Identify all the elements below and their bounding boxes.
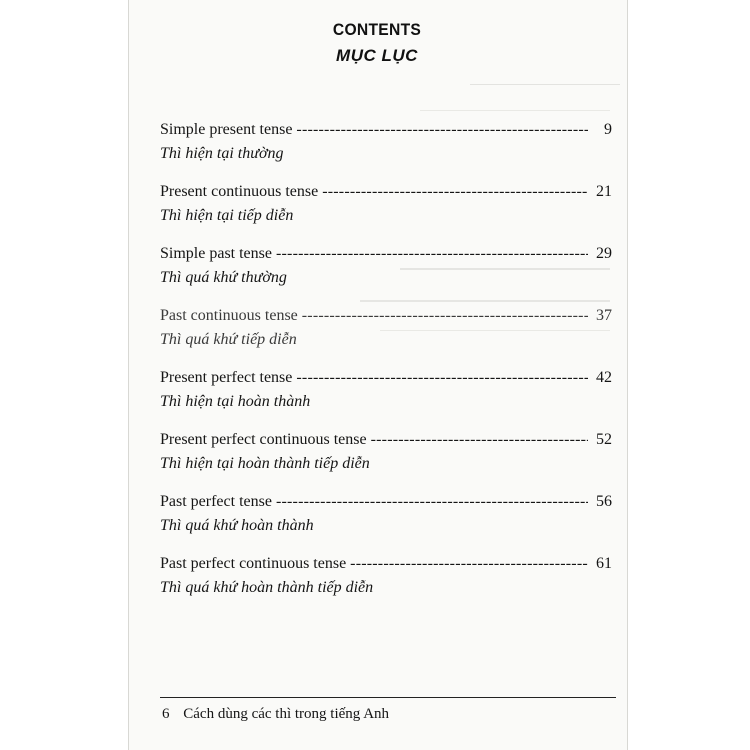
toc-entry-subtitle: Thì hiện tại tiếp diễn <box>160 207 294 224</box>
bleed-through-mark <box>470 84 620 93</box>
page-footer <box>162 706 389 723</box>
toc-entry-title: Past continuous tense <box>160 307 298 324</box>
toc-entry-page: 42 <box>596 369 612 386</box>
running-book-title: Cách dùng các thì trong tiếng Anh <box>183 706 390 722</box>
contents-heading: CONTENTS <box>332 20 422 39</box>
toc-entry[interactable] <box>160 304 612 366</box>
toc-entry-title: Present perfect tense <box>160 369 293 386</box>
toc-entry-page: 29 <box>596 245 612 262</box>
dot-leader <box>296 118 588 142</box>
toc-entry-title: Present continuous tense <box>160 183 319 200</box>
dot-leader <box>350 552 588 576</box>
toc-entry-subtitle: Thì hiện tại thường <box>160 145 284 162</box>
toc-entry[interactable] <box>160 118 612 180</box>
dot-leader <box>302 304 588 328</box>
toc-entry-page: 61 <box>596 555 612 572</box>
toc-entry[interactable] <box>160 552 612 614</box>
toc-entry-subtitle: Thì hiện tại hoàn thành <box>160 393 311 410</box>
toc-entry-subtitle: Thì quá khứ hoàn thành tiếp diễn <box>160 579 374 596</box>
contents-heading-vietnamese: MỤC LỤC <box>336 46 418 65</box>
toc-entry-subtitle: Thì quá khứ thường <box>160 269 287 286</box>
footer-divider <box>160 697 616 698</box>
dot-leader <box>371 428 588 452</box>
toc-entry-page: 56 <box>596 493 612 510</box>
toc-entry-page: 37 <box>596 307 612 324</box>
toc-entry-title: Past perfect tense <box>160 493 272 510</box>
toc-entry[interactable] <box>160 428 612 490</box>
toc-entry-title: Past perfect continuous tense <box>160 555 347 572</box>
toc-entry-subtitle: Thì quá khứ tiếp diễn <box>160 331 297 348</box>
toc-entry-page: 21 <box>596 183 612 200</box>
toc-entry-title: Present perfect continuous tense <box>160 431 367 448</box>
toc-entry-page: 9 <box>604 121 612 138</box>
toc-entry-page: 52 <box>596 431 612 448</box>
dot-leader <box>296 366 588 390</box>
dot-leader <box>322 180 588 204</box>
toc-entry-title: Simple past tense <box>160 245 272 262</box>
toc-entry-title: Simple present tense <box>160 121 293 138</box>
toc-entry[interactable] <box>160 180 612 242</box>
toc-entry-subtitle: Thì quá khứ hoàn thành <box>160 517 314 534</box>
toc-entry[interactable] <box>160 490 612 552</box>
toc-entry-subtitle: Thì hiện tại hoàn thành tiếp diễn <box>160 455 370 472</box>
dot-leader <box>276 242 588 266</box>
dot-leader <box>276 490 588 514</box>
page-number: 6 <box>162 706 170 722</box>
table-of-contents <box>160 118 612 614</box>
toc-entry[interactable] <box>160 242 612 304</box>
toc-entry[interactable] <box>160 366 612 428</box>
